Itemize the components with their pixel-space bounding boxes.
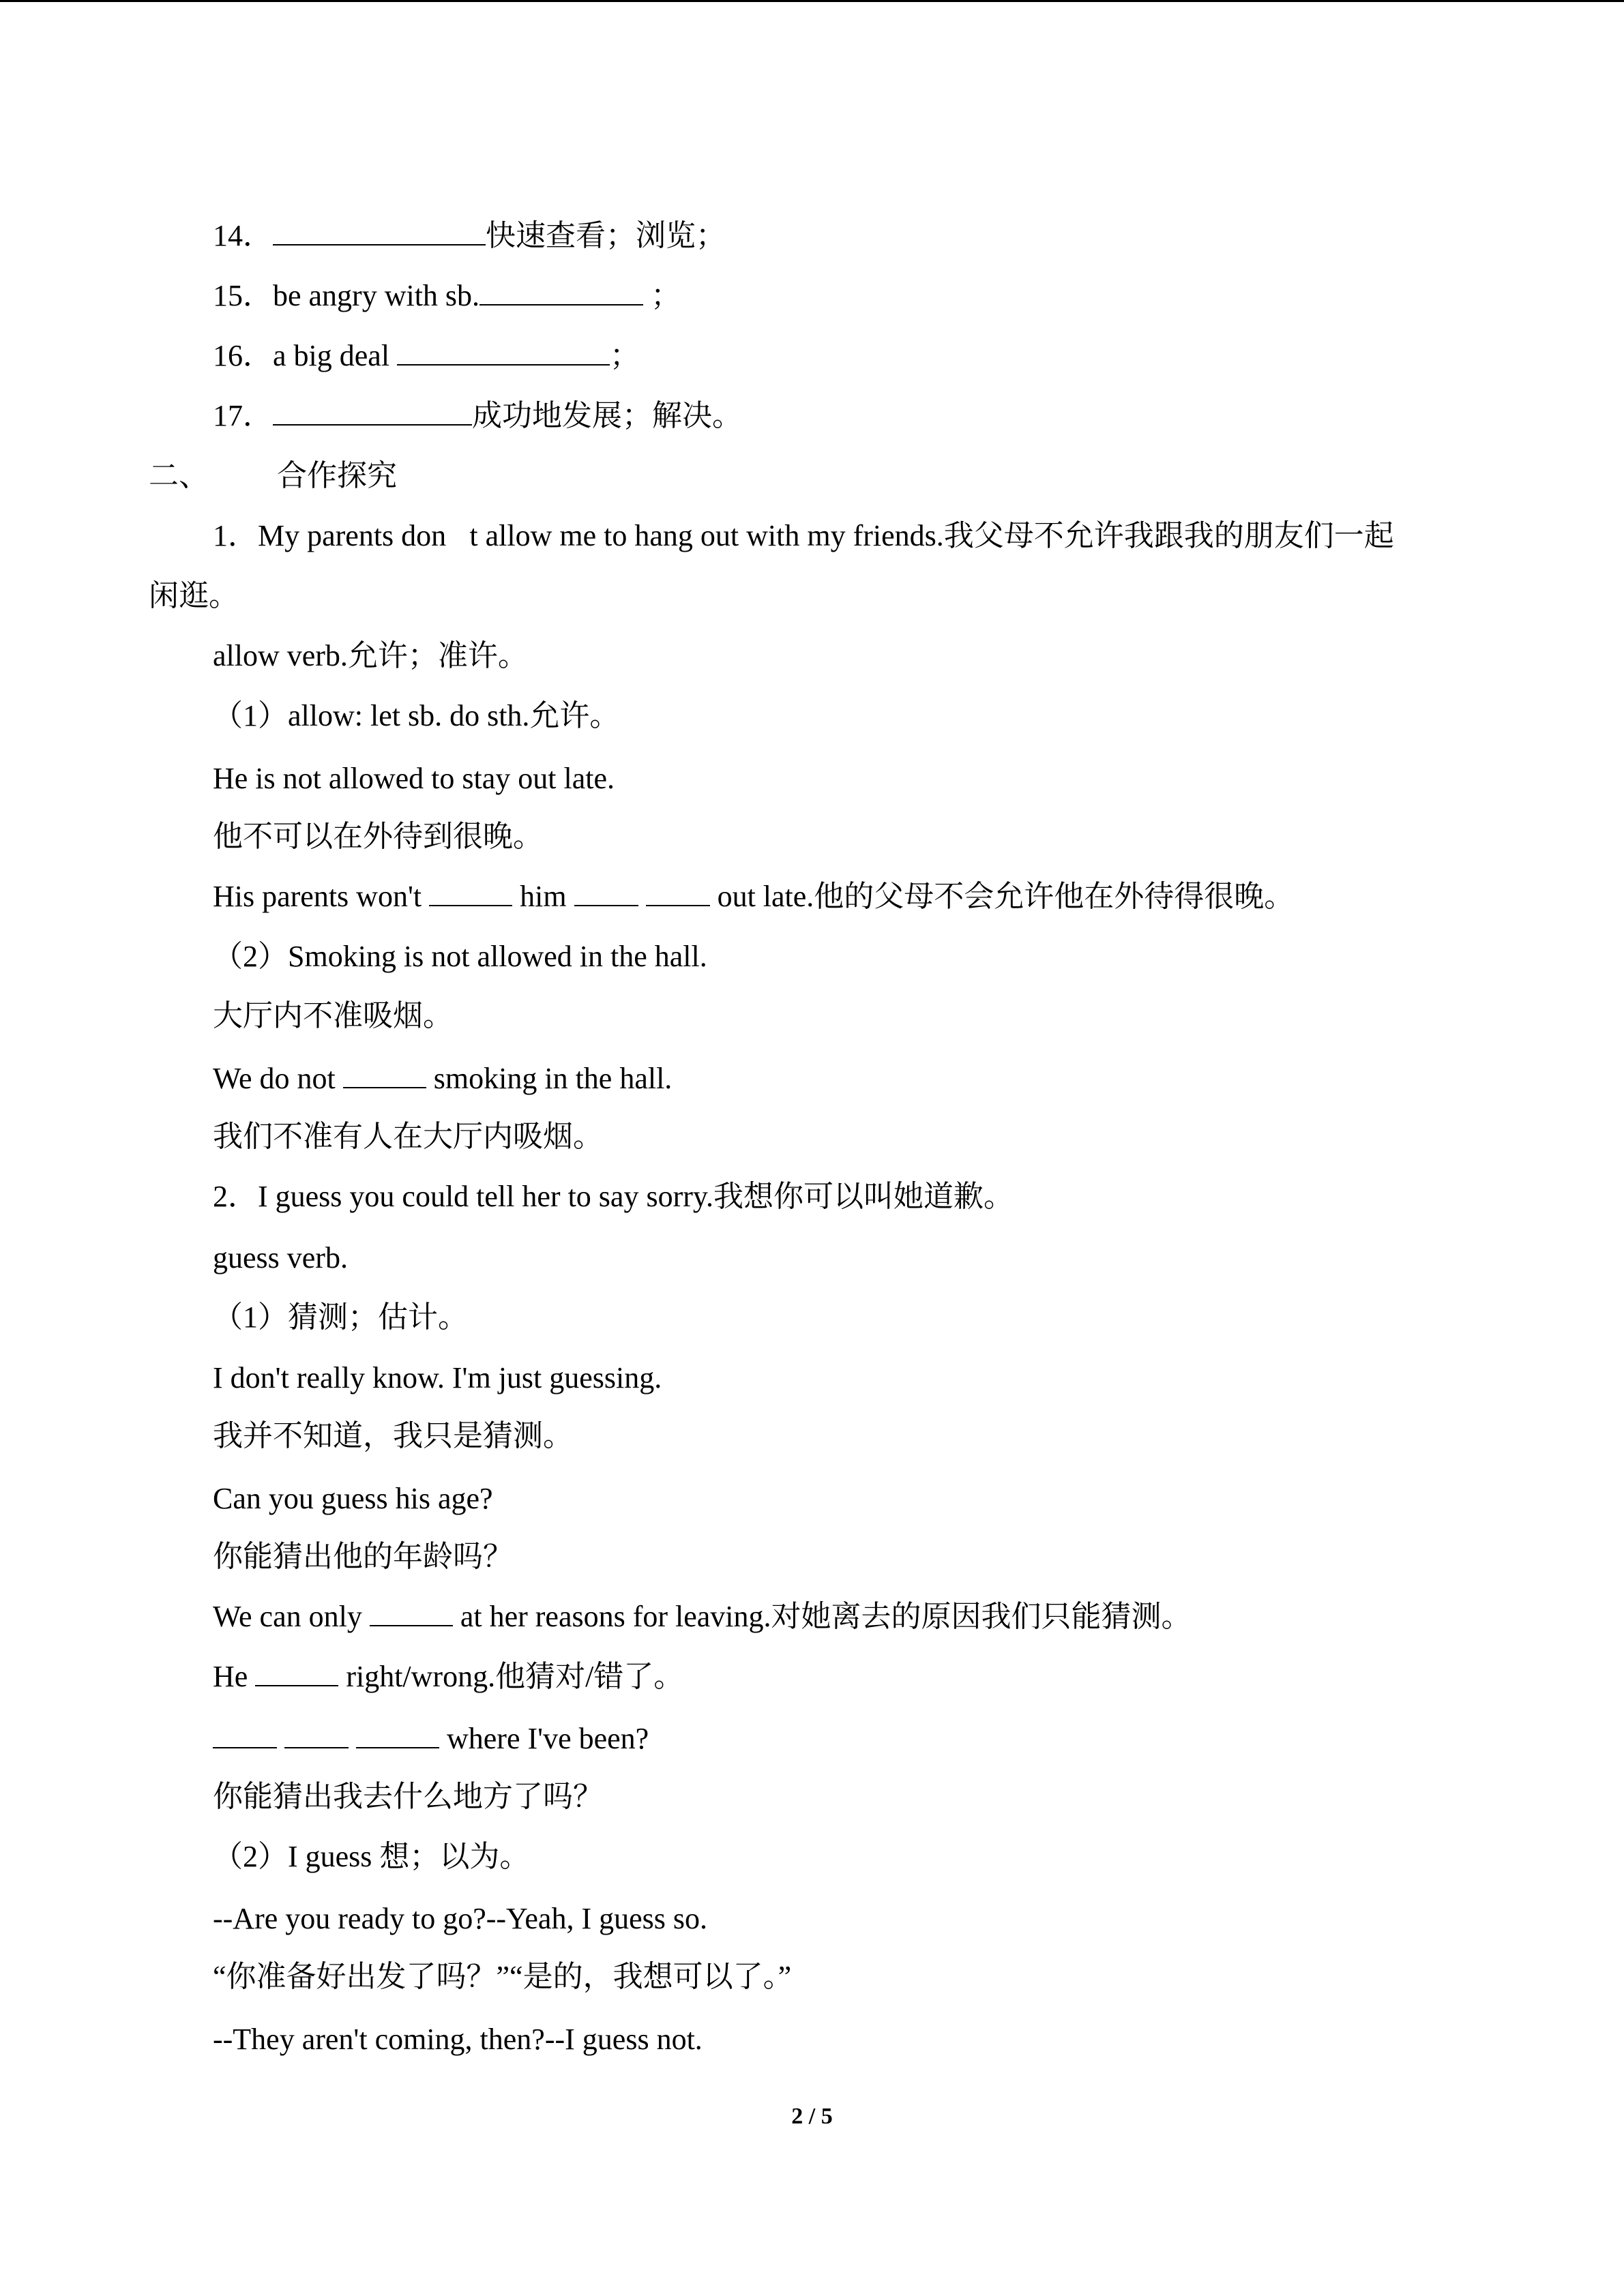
answer-blank[interactable] bbox=[397, 337, 610, 366]
answer-blank[interactable] bbox=[429, 878, 512, 906]
item-text: ； bbox=[643, 279, 681, 312]
item2-definition: guess verb. bbox=[213, 1241, 348, 1274]
section-heading bbox=[0, 456, 1624, 496]
item1-sentence: 1．My parents don t allow me to hang out with my friends.我父母不允许我跟我的朋友们一起 bbox=[213, 519, 1394, 552]
section-number: 二、 bbox=[149, 459, 209, 492]
item-text: 快速查看；浏览； bbox=[486, 219, 726, 252]
vocab-item-15 bbox=[0, 275, 1624, 316]
item2-fill1: We can only at her reasons for leaving.对她离去的原因我们只能猜测。 bbox=[0, 1596, 1624, 1637]
page-number: 2 / 5 bbox=[791, 2104, 833, 2129]
vocab-item-14 bbox=[0, 215, 1624, 256]
item-text: a big deal bbox=[273, 339, 398, 372]
item2-example4-zh: “你准备好出发了吗？”“是的，我想可以了。” bbox=[213, 1960, 792, 1993]
item1-example2-zh: 大厅内不准吸烟。 bbox=[213, 999, 453, 1032]
answer-blank[interactable] bbox=[646, 878, 710, 906]
item1-fill2: We do not smoking in the hall. bbox=[0, 1058, 1624, 1099]
answer-blank[interactable] bbox=[273, 217, 486, 245]
item1-sentence-cont: 闲逛。 bbox=[149, 579, 239, 612]
item2-sub2: （2）I guess 想；以为。 bbox=[213, 1840, 530, 1873]
answer-blank[interactable] bbox=[213, 1720, 277, 1748]
item1-example3-zh: 我们不准有人在大厅内吸烟。 bbox=[213, 1120, 603, 1153]
item2-example4-en: --Are you ready to go?--Yeah, I guess so. bbox=[213, 1902, 708, 1935]
answer-blank[interactable] bbox=[370, 1598, 453, 1626]
item-text: ； bbox=[610, 339, 640, 372]
section-title: 合作探究 bbox=[277, 459, 397, 492]
vocab-item-17 bbox=[0, 396, 1624, 436]
item1-example1-zh: 他不可以在外待到很晚。 bbox=[213, 820, 543, 853]
item-text: 成功地发展；解决。 bbox=[472, 399, 742, 432]
item1-definition: allow verb.允许；准许。 bbox=[213, 639, 528, 672]
answer-blank[interactable] bbox=[479, 277, 643, 305]
item-number: 15． bbox=[213, 279, 273, 312]
item2-fill2: He right/wrong.他猜对/错了。 bbox=[0, 1656, 1624, 1697]
item2-example3-zh: 你能猜出我去什么地方了吗？ bbox=[213, 1780, 603, 1813]
answer-blank[interactable] bbox=[343, 1060, 426, 1088]
item1-example1-en: He is not allowed to stay out late. bbox=[213, 762, 615, 795]
item2-example5-en: --They aren't coming, then?--I guess not. bbox=[213, 2023, 703, 2056]
item1-sub2: （2）Smoking is not allowed in the hall. bbox=[213, 940, 707, 973]
answer-blank[interactable] bbox=[574, 878, 638, 906]
answer-blank[interactable] bbox=[255, 1658, 338, 1686]
item2-example1-en: I don't really know. I'm just guessing. bbox=[213, 1361, 662, 1395]
vocab-item-16 bbox=[0, 336, 1624, 376]
item1-sub1: （1）allow: let sb. do sth.允许。 bbox=[213, 699, 620, 732]
item-number: 14． bbox=[213, 219, 273, 252]
item1-fill1: His parents won't him out late.他的父母不会允许他在外待得很晚。 bbox=[0, 876, 1624, 917]
item-number: 17． bbox=[213, 399, 273, 432]
answer-blank[interactable] bbox=[284, 1720, 349, 1748]
item2-example2-en: Can you guess his age? bbox=[213, 1482, 493, 1515]
item2-example2-zh: 你能猜出他的年龄吗？ bbox=[213, 1540, 513, 1573]
item2-fill3: where I've been? bbox=[0, 1718, 1624, 1759]
item2-sentence: 2．I guess you could tell her to say sorry.我想你可以叫她道歉。 bbox=[213, 1180, 1014, 1213]
answer-blank[interactable] bbox=[273, 397, 472, 426]
item2-example1-zh: 我并不知道，我只是猜测。 bbox=[213, 1419, 573, 1452]
answer-blank[interactable] bbox=[356, 1720, 439, 1748]
item2-sub1: （1）猜测；估计。 bbox=[213, 1300, 468, 1334]
item-text: be angry with sb. bbox=[273, 279, 480, 312]
item-number: 16． bbox=[213, 339, 273, 372]
